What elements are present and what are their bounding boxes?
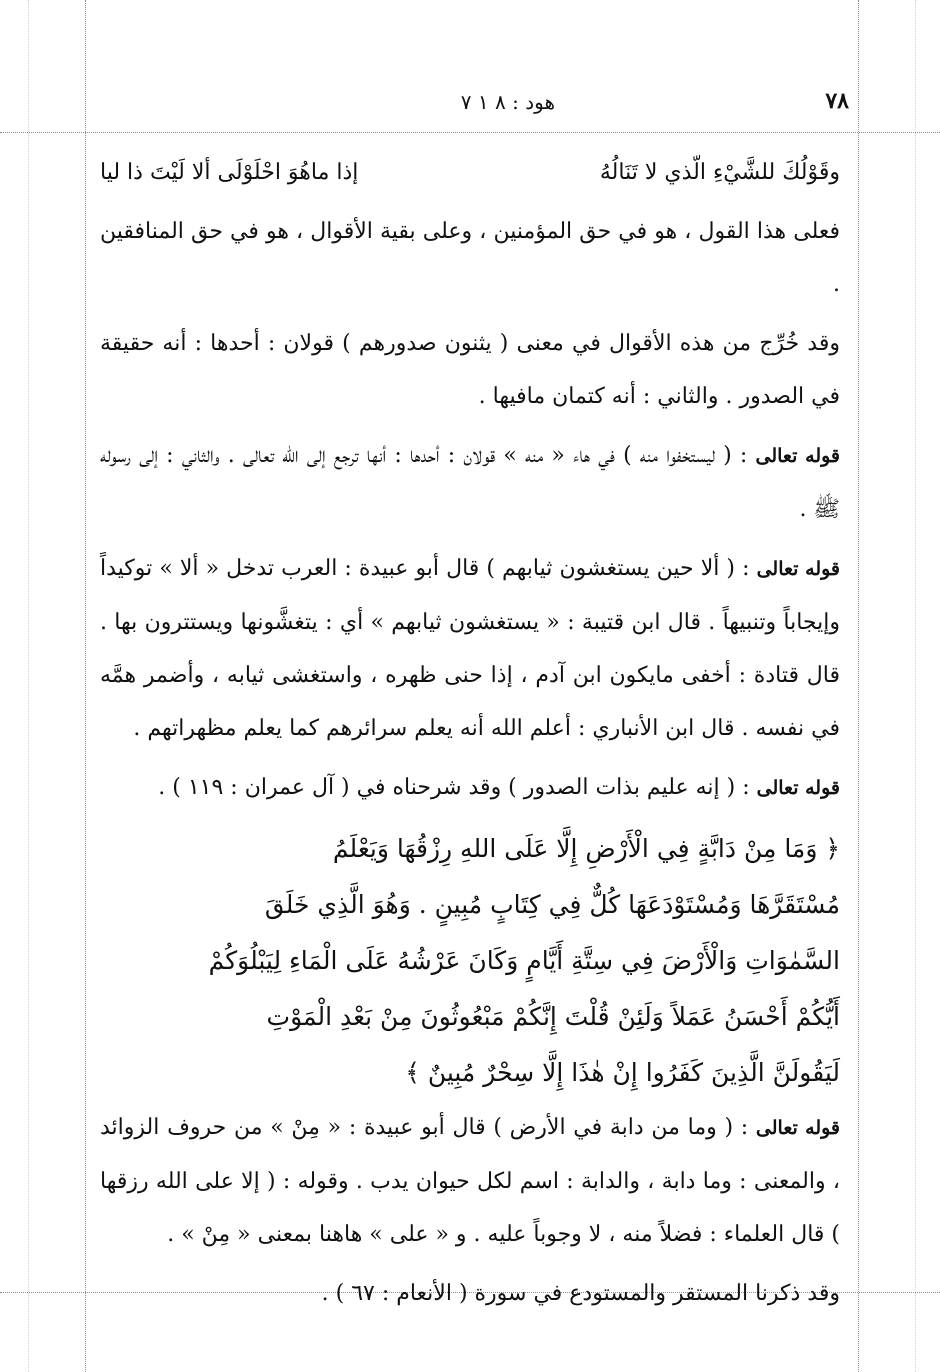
page-body <box>100 146 840 1326</box>
left-margin-line <box>85 0 86 1372</box>
commentary-text: : ( إنه عليم بذات الصدور ) وقد شرحناه في ( آل عمران : ١١٩ ) . <box>158 775 750 800</box>
right-dotted-guide <box>915 0 916 1372</box>
commentary-paragraph <box>100 429 840 536</box>
verse-left-hemistich: إذا ماهُوَ احْلَوْلَى ألا لَيْتَ ذا ليا <box>100 160 359 185</box>
commentary-text: : ( ألا حين يستغشون ثيابهم ) قال أبو عبيدة : العرب تدخل « ألا » توكيداً وإيجاباً وتنبيهاً . قال ابن قتيبة : « يستغشون ثيابهم » أي : يتغشَّونها ويستترون بها . قال قتادة : أخفى مايكون ابن آدم ، إذا حنى ظهره ، واستغشى ثيابه ، وأضمر همَّه في نفسه . قال ابن الأنباري : أعلم الله أنه يعلم سرائرهم كما يعلم مظهراتهم . <box>100 556 840 741</box>
paragraph: وقد خُرِّج من هذه الأقوال في معنى ( يثنون صدورهم ) قولان : أحدها : أنه حقيقة في الصدور . والثاني : أنه كتمان مافيها . <box>100 331 840 409</box>
page-number: ٧٨ <box>825 88 849 114</box>
quran-line: لَيَقُولَنَّ الَّذِينَ كَفَرُوا إِنْ هٰذَا إِلَّا سِحْرٌ مُبِينٌ ﴾ <box>405 1058 840 1087</box>
commentary-label: قوله تعالى <box>756 558 841 580</box>
paragraph: وقد ذكرنا المستقر والمستودع في سورة ( الأنعام : ٦٧ ) . <box>321 1281 840 1306</box>
verse-right-hemistich: وقَوْلُكَ للشَّيْءِ الّذي لا تَنَالُهُ <box>599 160 840 185</box>
commentary-paragraph <box>100 542 840 755</box>
quran-passage <box>100 821 840 1101</box>
running-title: هود : ٨ ١ ٧ <box>460 90 555 114</box>
quran-line: مُسْتَقَرَّهَا وَمُسْتَوْدَعَهَا كُلٌّ فِي كِتَابٍ مُبِينٍ . وَهُوَ الَّذِي خَلَقَ <box>264 890 840 919</box>
quran-line: ﴿ وَمَا مِنْ دَابَّةٍ فِي الْأَرْضِ إِلَّا عَلَى اللهِ رِزْقُهَا وَيَعْلَمُ <box>332 834 840 863</box>
quran-line: أَيُّكُمْ أَحْسَنُ عَمَلاً وَلَئِنْ قُلْتَ إِنَّكُمْ مَبْعُوثُونَ مِنْ بَعْدِ الْمَوْتِ <box>266 1002 840 1031</box>
commentary-label: قوله تعالى <box>755 1117 841 1139</box>
page-header <box>95 88 855 122</box>
header-rule <box>0 132 940 133</box>
commentary-label: قوله تعالى <box>755 445 841 467</box>
commentary-label: قوله تعالى <box>756 777 840 799</box>
left-dotted-guide <box>28 0 29 1372</box>
commentary-text: : ( وما من دابة في الأرض ) قال أبو عبيدة : « مِنْ » من حروف الزوائد ، والمعنى : وما دابة ، والدابة : اسم لكل حيوان يدب . وقوله : ( إلا على الله رزقها ) قال العلماء : فضلاً منه ، لا وجوباً عليه . و « على » هاهنا بمعنى « مِنْ » . <box>100 1115 840 1247</box>
quran-line: السَّمٰوَاتِ وَالْأَرْضَ فِي سِتَّةِ أَيَّامٍ وَكَانَ عَرْشُهُ عَلَى الْمَاءِ لِيَبْلُوَكُمْ <box>208 946 840 975</box>
paragraph: فعلى هذا القول ، هو في حق المؤمنين ، وعلى بقية الأقوال ، هو في حق المنافقين . <box>100 219 840 297</box>
commentary-text: : ( ليستخفوا منه ) في هاء « منه » قولان : أحدها : أنها ترجع إلى الله تعالى . والثاني : إلى رسوله ﷺ . <box>100 443 840 522</box>
commentary-paragraph <box>100 1101 840 1261</box>
right-margin-line <box>858 0 859 1372</box>
poetry-verse <box>100 146 840 199</box>
commentary-paragraph <box>100 761 840 815</box>
